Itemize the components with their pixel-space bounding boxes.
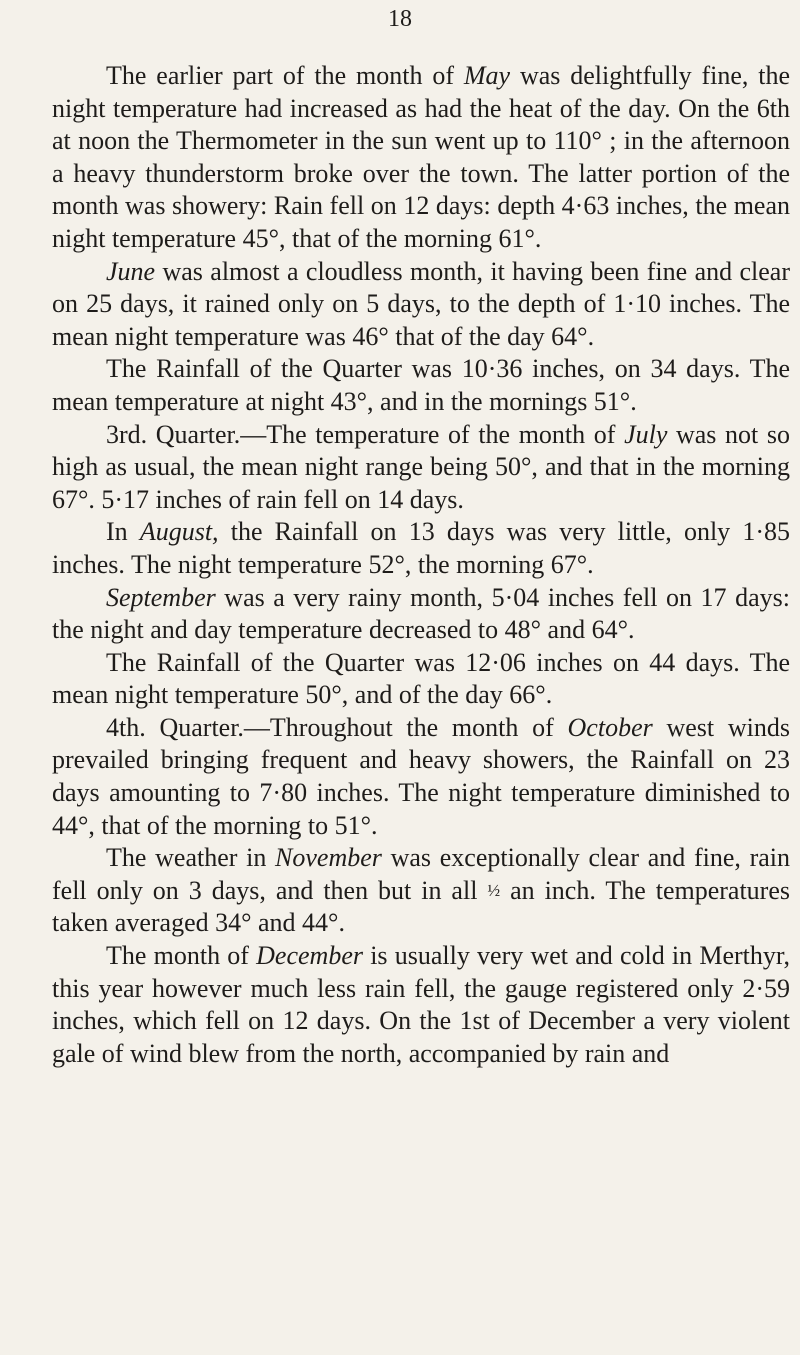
- text-run: In: [106, 517, 140, 547]
- text-run: was delightfully fine, the night temperature had increased as had the heat of the day. On the 6th at noon the Thermometer in the sun went up to 110° ; in the afternoon a heavy thunderstorm broke over the town. The latter portion of the month was showery: Rain fell on 12 days: depth 4·63 inches, the mean night temperature 45°, that of the morning 61°.: [52, 61, 791, 253]
- paragraph: [52, 353, 790, 418]
- italic-month-name: May: [463, 61, 511, 90]
- paragraph: [52, 256, 790, 354]
- text-body: [52, 60, 790, 1070]
- paragraph: [52, 582, 790, 647]
- text-run: was not so high as usual, the mean night range being 50°, and that in the morning 67°. 5·17 inches of rain fell on 14 days.: [52, 419, 791, 514]
- paragraph: [52, 516, 790, 581]
- italic-month-name: October: [567, 712, 653, 742]
- italic-month-name: August,: [139, 517, 219, 547]
- page-number: 18: [388, 6, 412, 32]
- text-run: The month of: [106, 941, 257, 971]
- italic-month-name: November: [275, 843, 382, 873]
- text-run: was almost a cloudless month, it having been fine and clear on 25 days, it rained only on 5 days, to the depth of 1·10 inches. The mean night temperature was 46° that of the day 64°.: [52, 256, 790, 351]
- text-run: was a very rainy month, 5·04 inches fell on 17 days: the night and day temperature decreased to 48° and 64°.: [52, 582, 790, 645]
- fraction: ½: [487, 880, 501, 900]
- text-run: an inch. The temperatures taken averaged 34° and 44°.: [52, 875, 790, 938]
- text-run: was exceptionally clear and fine, rain fell only on 3 days, and then but in all: [52, 843, 790, 905]
- italic-month-name: September: [106, 582, 216, 612]
- paragraph: [52, 940, 790, 1070]
- text-run: west winds prevailed bringing frequent and heavy showers, the Rainfall on 23 days amounting to 7·80 inches. The night temperature diminished to 44°, that of the morning to 51°.: [52, 712, 790, 840]
- paragraph: [52, 712, 790, 842]
- italic-month-name: December: [256, 941, 363, 971]
- paragraph: [52, 842, 790, 940]
- paragraph: [52, 419, 790, 517]
- text-run: 3rd. Quarter.—The temperature of the month of: [106, 419, 625, 449]
- text-run: The Rainfall of the Quarter was 12·06 inches on 44 days. The mean night temperature 50°, and of the day 66°.: [52, 647, 790, 710]
- italic-month-name: June: [106, 256, 156, 286]
- text-run: The earlier part of the month of: [106, 61, 464, 90]
- text-run: 4th. Quarter.—Throughout the month of: [106, 712, 568, 742]
- italic-month-name: July: [624, 419, 668, 449]
- text-run: the Rainfall on 13 days was very little, only 1·85 inches. The night temperature 52°, the morning 67°.: [52, 517, 790, 579]
- text-run: is usually very wet and cold in Merthyr, this year however much less rain fell, the gauge registered only 2·59 inches, which fell on 12 days. On the 1st of December a very violent gale of wind blew from the north, accompanied by rain and: [52, 941, 791, 1068]
- paragraph: [52, 60, 790, 256]
- text-run: The weather in: [106, 843, 276, 873]
- paragraph: [52, 647, 790, 712]
- text-run: The Rainfall of the Quarter was 10·36 inches, on 34 days. The mean temperature at night 43°, and in the mornings 51°.: [52, 354, 790, 416]
